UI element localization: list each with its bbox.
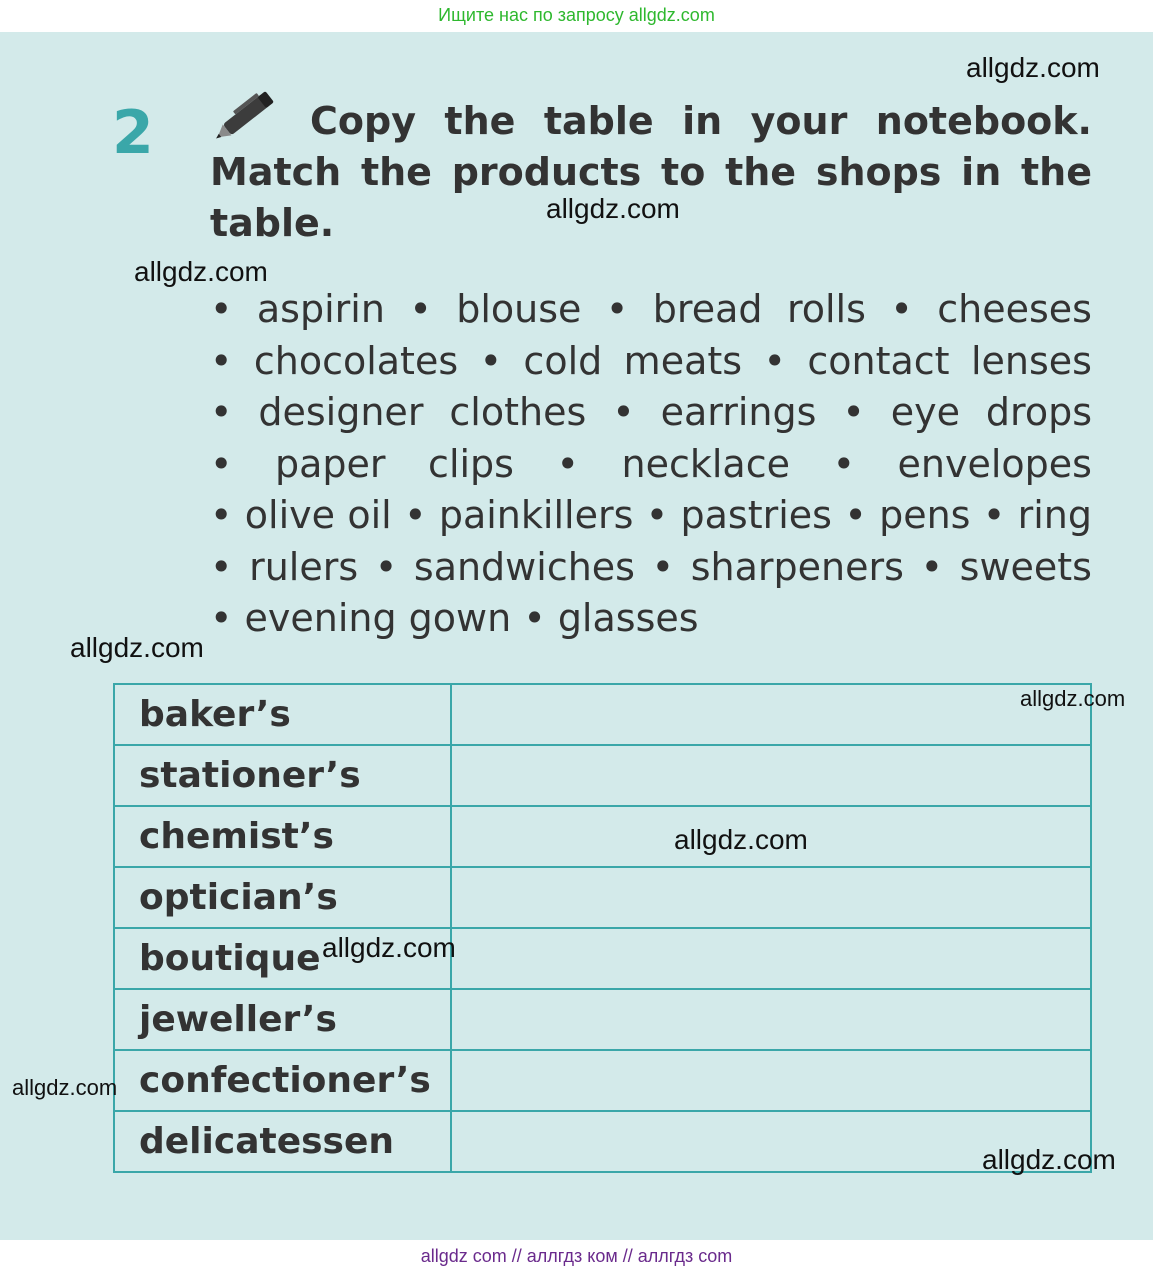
bullet-icon: • [210, 493, 245, 537]
shop-name-cell: confectioner’s [114, 1050, 451, 1111]
bullet-icon: • [210, 596, 245, 640]
bullet-icon: • [479, 338, 524, 383]
bottom-banner[interactable]: allgdz com // аллгдз ком // аллгдз com [0, 1240, 1153, 1273]
bullet-icon: • [763, 338, 808, 383]
word-item: necklace [621, 441, 790, 486]
word-item: sweets [959, 544, 1092, 589]
word-list [210, 284, 1092, 645]
word-item: paper clips [274, 441, 514, 486]
shop-name-cell: delicatessen [114, 1111, 451, 1172]
table-row [114, 1050, 1091, 1111]
products-cell[interactable] [451, 745, 1091, 806]
table-row [114, 989, 1091, 1050]
watermark: allgdz.com [12, 1075, 118, 1100]
bullet-icon: • [409, 287, 457, 331]
bullet-icon: • [605, 287, 653, 331]
bullet-icon: • [374, 544, 414, 589]
products-cell[interactable] [451, 989, 1091, 1050]
word-item: cheeses [937, 287, 1092, 331]
word-item: evening gown [244, 596, 512, 640]
word-item: bread rolls [652, 287, 866, 331]
watermark: allgdz.com [674, 824, 808, 855]
table-row [114, 745, 1091, 806]
word-item: ring [1017, 493, 1092, 537]
bullet-icon: • [832, 441, 898, 486]
shop-name-cell: boutique [114, 928, 451, 989]
word-item: earrings [660, 390, 817, 434]
instruction-line-1: Copy the table in your notebook. [310, 99, 1092, 143]
products-cell[interactable] [451, 867, 1091, 928]
task-number: 2 [112, 98, 154, 168]
bullet-icon: • [890, 287, 938, 331]
instruction-line-2: Match the products to the shops in the table. [210, 150, 1092, 245]
bullet-icon: • [982, 493, 1018, 537]
word-item: cold meats [523, 338, 743, 383]
watermark: allgdz.com [966, 52, 1100, 83]
task-instruction [210, 96, 1092, 249]
word-item: painkillers [438, 493, 634, 537]
bullet-icon: • [210, 390, 259, 434]
bullet-icon: • [210, 441, 275, 486]
word-item: chocolates [253, 338, 459, 383]
word-item: designer clothes [258, 390, 587, 434]
shop-name-cell: chemist’s [114, 806, 451, 867]
word-item: sandwiches [413, 544, 635, 589]
bullet-icon: • [404, 493, 439, 537]
products-cell[interactable] [451, 1050, 1091, 1111]
word-item: pens [879, 493, 971, 537]
word-item: pastries [680, 493, 832, 537]
bullet-icon: • [920, 544, 960, 589]
watermark: allgdz.com [1020, 686, 1126, 711]
bullet-icon: • [844, 493, 880, 537]
shop-name-cell: jeweller’s [114, 989, 451, 1050]
bullet-icon: • [651, 544, 691, 589]
watermark: allgdz.com [982, 1144, 1116, 1175]
watermark: allgdz.com [322, 932, 456, 963]
shop-name-cell: optician’s [114, 867, 451, 928]
bullet-icon: • [210, 287, 257, 331]
table-row [114, 806, 1091, 867]
textbook-page [0, 32, 1153, 1240]
word-item: rulers [249, 544, 359, 589]
watermark: allgdz.com [134, 256, 268, 287]
table-row [114, 928, 1091, 989]
word-item: sharpeners [690, 544, 904, 589]
word-item: envelopes [897, 441, 1092, 486]
table-row [114, 684, 1091, 745]
table-row [114, 1111, 1091, 1172]
word-item: glasses [557, 596, 699, 640]
watermark: allgdz.com [546, 193, 680, 224]
word-item: contact lenses [807, 338, 1092, 383]
bullet-icon: • [523, 596, 558, 640]
word-item: aspirin [256, 287, 385, 331]
bullet-icon: • [556, 441, 622, 486]
bullet-icon: • [210, 544, 250, 589]
shops-table [113, 683, 1092, 1173]
products-cell[interactable] [451, 684, 1091, 745]
bullet-icon: • [612, 390, 661, 434]
word-item: blouse [456, 287, 582, 331]
shop-name-cell: baker’s [114, 684, 451, 745]
watermark: allgdz.com [70, 632, 204, 663]
bullet-icon: • [210, 338, 254, 383]
top-banner[interactable]: Ищите нас по запросу allgdz.com [0, 0, 1153, 32]
table-row [114, 867, 1091, 928]
bullet-icon: • [645, 493, 681, 537]
products-cell[interactable] [451, 928, 1091, 989]
shop-name-cell: stationer’s [114, 745, 451, 806]
word-item: eye drops [890, 390, 1092, 434]
bullet-icon: • [842, 390, 891, 434]
word-item: olive oil [244, 493, 392, 537]
